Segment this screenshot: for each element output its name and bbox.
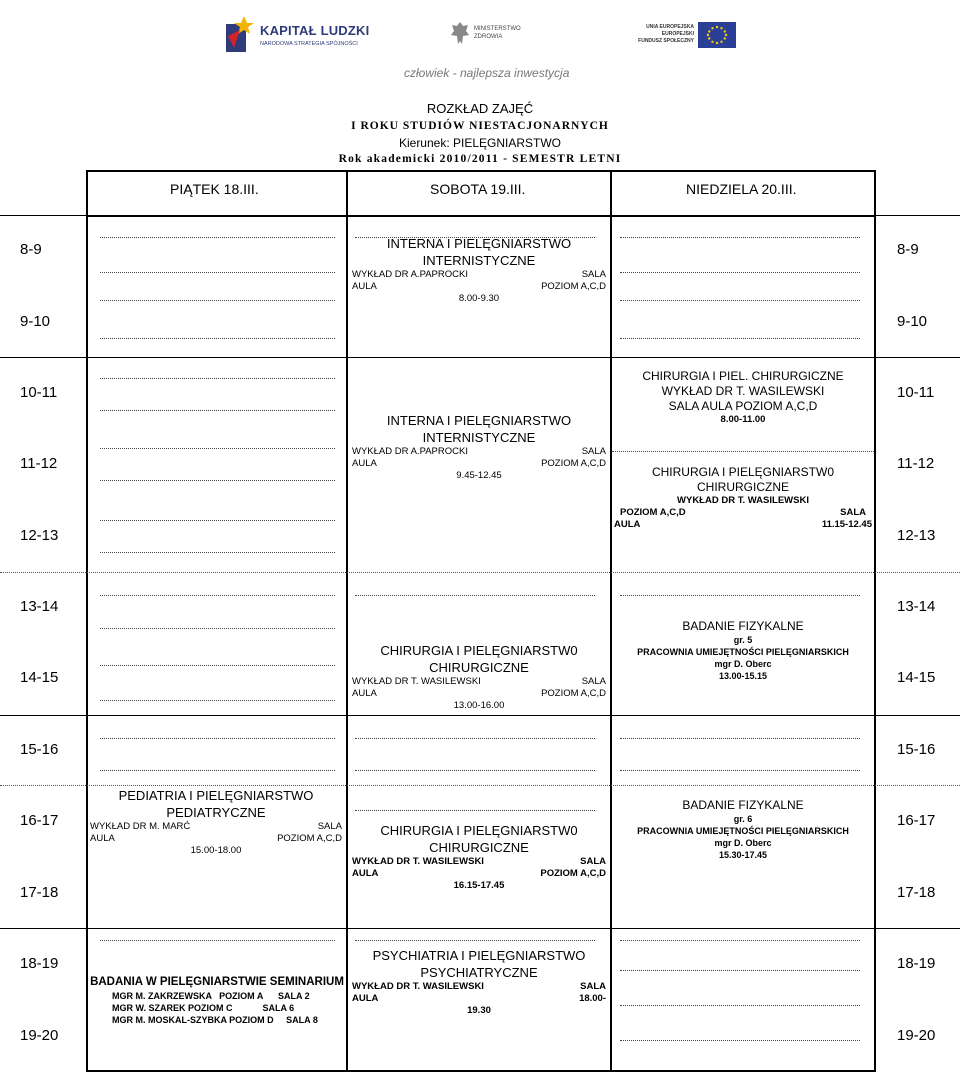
- slot-separator: [620, 272, 860, 273]
- hour-label: 10-11: [20, 384, 58, 401]
- slot-separator: [100, 410, 335, 411]
- slot-separator: [100, 448, 335, 449]
- slot-separator: [100, 378, 335, 379]
- slot-separator: [100, 237, 335, 238]
- hour-label: 18-19: [20, 955, 59, 972]
- event-room: PRACOWNIA UMIEJĘTNOŚCI PIELĘGNIARSKICH: [637, 647, 849, 657]
- slot-separator: [100, 700, 335, 701]
- hour-label: 11-12: [20, 455, 58, 472]
- event-lecturer: WYKŁAD DR T. WASILEWSKI: [661, 384, 825, 398]
- event-title: PSYCHIATRIA I PIELĘGNIARSTWO: [372, 948, 586, 963]
- event-chirurgia-lecture-1: [614, 369, 872, 426]
- hour-label: 15-16: [897, 741, 936, 758]
- row-divider: [0, 357, 960, 358]
- slot-separator: [100, 738, 335, 739]
- eu-text: [638, 24, 694, 45]
- event-time: 8.00-11.00: [720, 414, 766, 425]
- hour-label: 14-15: [897, 669, 936, 686]
- field-of-study: Kierunek: PIELĘGNIARSTWO: [398, 136, 562, 150]
- event-aula: AULA: [352, 688, 377, 699]
- event-room: PRACOWNIA UMIEJĘTNOŚCI PIELĘGNIARSKICH: [637, 826, 849, 836]
- hour-label: 14-15: [20, 669, 59, 686]
- day-header-friday: PIĄTEK 18.III.: [170, 181, 259, 197]
- slot-separator: [100, 520, 335, 521]
- hour-label: 17-18: [20, 884, 59, 901]
- slot-separator: [612, 451, 874, 452]
- event-time: 9.45-12.45: [456, 470, 502, 481]
- slot-separator: [620, 770, 860, 771]
- row-divider: [876, 215, 960, 216]
- slot-separator: [355, 595, 595, 596]
- academic-year: Rok akademicki 2010/2011 - SEMESTR LETNI: [338, 153, 622, 165]
- event-place: SALA AULA POZIOM A,C,D: [668, 399, 818, 413]
- hour-label: 13-14: [20, 598, 59, 615]
- event-time: 16.15-17.45: [453, 880, 505, 891]
- slot-separator: [100, 480, 335, 481]
- event-aula: AULA: [352, 993, 379, 1004]
- slot-separator: [355, 738, 595, 739]
- event-title: CHIRURGIA I PIELĘGNIARSTW0: [651, 465, 835, 479]
- seminar-group: MGR M. ZAKRZEWSKA POZIOM A SALA 2: [112, 991, 310, 1001]
- event-sala: SALA: [317, 821, 342, 832]
- ministry-line2: ZDROWIA: [474, 34, 503, 40]
- event-title: INTERNA I PIELĘGNIARSTWO: [386, 413, 572, 428]
- event-subtitle: PEDIATRYCZNE: [166, 805, 266, 820]
- event-lecturer: WYKŁAD DR A.PAPROCKI: [352, 269, 468, 280]
- eagle-icon: [450, 20, 470, 46]
- slot-separator: [100, 628, 335, 629]
- hour-label: 17-18: [897, 884, 936, 901]
- slot-separator: [620, 595, 860, 596]
- slot-separator: [620, 1005, 860, 1006]
- event-psychiatria: [352, 947, 606, 1017]
- event-chirurgia-4: [352, 822, 606, 892]
- ministry-line1: MINISTERSTWO: [474, 26, 521, 32]
- row-divider: [86, 715, 876, 716]
- event-time: 15.30-17.45: [718, 850, 768, 860]
- event-aula: AULA: [90, 833, 115, 844]
- event-title: CHIRURGIA I PIELĘGNIARSTW0: [380, 643, 578, 658]
- event-aula: AULA: [352, 458, 377, 469]
- ministry-logo: [450, 20, 540, 50]
- hour-label: 12-13: [897, 527, 936, 544]
- hour-label: 11-12: [897, 455, 935, 472]
- kapital-ludzki-title: KAPITAŁ LUDZKI: [260, 23, 370, 38]
- hour-label: 15-16: [20, 741, 59, 758]
- hour-label: 8-9: [20, 241, 42, 258]
- event-teacher: mgr D. Oberc: [714, 838, 772, 848]
- eu-line2: EUROPEJSKI: [661, 31, 694, 37]
- event-lecturer: WYKŁAD DR T. WASILEWSKI: [352, 676, 481, 687]
- event-subtitle: CHIRURGICZNE: [429, 840, 529, 855]
- event-poziom: POZIOM A,C,D: [541, 688, 606, 699]
- slot-separator: [100, 595, 335, 596]
- event-chirurgia-lecture-2: [614, 465, 872, 531]
- slot-separator: [620, 970, 860, 971]
- event-subtitle: PSYCHIATRYCZNE: [420, 965, 538, 980]
- slot-separator: [620, 237, 860, 238]
- hour-label: 8-9: [897, 241, 919, 258]
- event-time-start: 18.00-: [579, 993, 606, 1004]
- slot-separator: [100, 300, 335, 301]
- slot-separator: [355, 810, 595, 811]
- slot-separator: [100, 665, 335, 666]
- kapital-ludzki-star-icon: [224, 14, 254, 54]
- event-interna-2: [352, 412, 606, 482]
- seminar-group: MGR M. MOSKAL-SZYBKA POZIOM D SALA 8: [112, 1015, 318, 1025]
- hour-label: 13-14: [897, 598, 936, 615]
- hour-label: 9-10: [897, 313, 928, 330]
- row-divider: [0, 715, 86, 716]
- event-sala: SALA: [581, 446, 606, 457]
- hour-label: 18-19: [897, 955, 936, 972]
- hour-label: 9-10: [20, 313, 51, 330]
- event-teacher: mgr D. Oberc: [714, 659, 772, 669]
- event-poziom: POZIOM A,C,D: [541, 281, 606, 292]
- event-title: INTERNA I PIELĘGNIARSTWO: [386, 236, 572, 251]
- event-title: CHIRURGIA I PIEL. CHIRURGICZNE: [642, 369, 844, 383]
- event-pediatria: [90, 787, 342, 857]
- day-header-sunday: NIEDZIELA 20.III.: [686, 181, 797, 197]
- event-subtitle: INTERNISTYCZNE: [422, 253, 536, 268]
- hour-label: 19-20: [897, 1027, 936, 1044]
- event-time: 15.00-18.00: [190, 845, 242, 856]
- event-chirurgia-3: [352, 642, 606, 712]
- event-subtitle: CHIRURGICZNE: [697, 480, 789, 494]
- event-title: BADANIE FIZYKALNE: [682, 798, 804, 812]
- row-divider: [876, 715, 960, 716]
- day-header-saturday: SOBOTA 19.III.: [430, 181, 526, 197]
- column-divider: [610, 170, 612, 1072]
- row-divider: [0, 928, 960, 929]
- event-badanie-fizykalne-1: [614, 619, 872, 682]
- event-sala: SALA: [581, 269, 606, 280]
- event-lecturer: WYKŁAD DR T. WASILEWSKI: [677, 495, 809, 506]
- row-divider: [0, 215, 86, 216]
- hour-label: 19-20: [20, 1027, 59, 1044]
- slot-separator: [100, 770, 335, 771]
- event-lecturer: WYKŁAD DR A.PAPROCKI: [352, 446, 468, 457]
- hour-label: 12-13: [20, 527, 59, 544]
- event-subtitle: CHIRURGICZNE: [429, 660, 529, 675]
- slot-separator: [100, 552, 335, 553]
- event-title: PEDIATRIA I PIELĘGNIARSTWO: [118, 788, 314, 803]
- slot-separator: [620, 300, 860, 301]
- event-subtitle: INTERNISTYCZNE: [422, 430, 536, 445]
- event-group: gr. 5: [733, 635, 753, 645]
- event-poziom: POZIOM A,C,D: [620, 507, 686, 518]
- ministry-text: [474, 25, 521, 41]
- event-title: BADANIE FIZYKALNE: [682, 619, 804, 633]
- event-time: 11.15-12.45: [821, 519, 872, 530]
- event-poziom: POZIOM A,C,D: [540, 868, 606, 879]
- slot-separator: [355, 940, 595, 941]
- event-title: CHIRURGIA I PIELĘGNIARSTW0: [380, 823, 578, 838]
- slot-separator: [620, 940, 860, 941]
- slot-separator: [620, 738, 860, 739]
- event-time-end: 19.30: [467, 1005, 491, 1016]
- hour-label: 16-17: [20, 812, 59, 829]
- slot-separator: [100, 338, 335, 339]
- kapital-ludzki-subtitle: NARODOWA STRATEGIA SPÓJNOŚCI: [260, 41, 358, 47]
- event-lecturer: WYKŁAD DR M. MARĆ: [90, 821, 191, 832]
- event-time: 13.00-16.00: [453, 700, 505, 711]
- event-sala: SALA: [840, 507, 866, 518]
- event-lecturer: WYKŁAD DR T. WASILEWSKI: [352, 856, 484, 867]
- eu-line1: UNIA EUROPEJSKA: [646, 24, 694, 30]
- event-badanie-fizykalne-2: [614, 798, 872, 861]
- event-poziom: POZIOM A,C,D: [277, 833, 342, 844]
- event-sala: SALA: [580, 856, 606, 867]
- hour-label: 10-11: [897, 384, 935, 401]
- event-aula: AULA: [352, 868, 379, 879]
- row-divider: [0, 572, 960, 573]
- eu-flag-icon: [698, 22, 736, 48]
- event-poziom: POZIOM A,C,D: [541, 458, 606, 469]
- event-seminarium: [88, 975, 346, 1026]
- event-aula: AULA: [614, 519, 641, 530]
- event-sala: SALA: [581, 676, 606, 687]
- hour-label: 16-17: [897, 812, 936, 829]
- slot-separator: [100, 272, 335, 273]
- slot-separator: [620, 338, 860, 339]
- motto: człowiek - najlepsza inwestycja: [404, 66, 570, 80]
- event-aula: AULA: [352, 281, 377, 292]
- event-time: 8.00-9.30: [458, 293, 500, 304]
- slot-separator: [355, 770, 595, 771]
- event-interna-1: [352, 235, 606, 305]
- page-title: ROZKŁAD ZAJĘĆ: [426, 101, 534, 116]
- page-subtitle: I ROKU STUDIÓW NIESTACJONARNYCH: [351, 120, 609, 132]
- seminar-group: MGR W. SZAREK POZIOM C SALA 6: [112, 1003, 295, 1013]
- eu-line3: FUNDUSZ SPOŁECZNY: [638, 38, 694, 44]
- event-group: gr. 6: [733, 814, 753, 824]
- event-sala: SALA: [580, 981, 606, 992]
- row-divider: [0, 785, 960, 786]
- slot-separator: [100, 940, 335, 941]
- slot-separator: [620, 1040, 860, 1041]
- kapital-ludzki-logo: [224, 14, 370, 56]
- header-row-divider: [86, 215, 876, 217]
- eu-logo: [638, 22, 738, 50]
- column-divider: [346, 170, 348, 1072]
- event-time: 13.00-15.15: [718, 671, 768, 681]
- event-lecturer: WYKŁAD DR T. WASILEWSKI: [352, 981, 484, 992]
- event-title: BADANIA W PIELĘGNIARSTWIE SEMINARIUM: [90, 976, 344, 988]
